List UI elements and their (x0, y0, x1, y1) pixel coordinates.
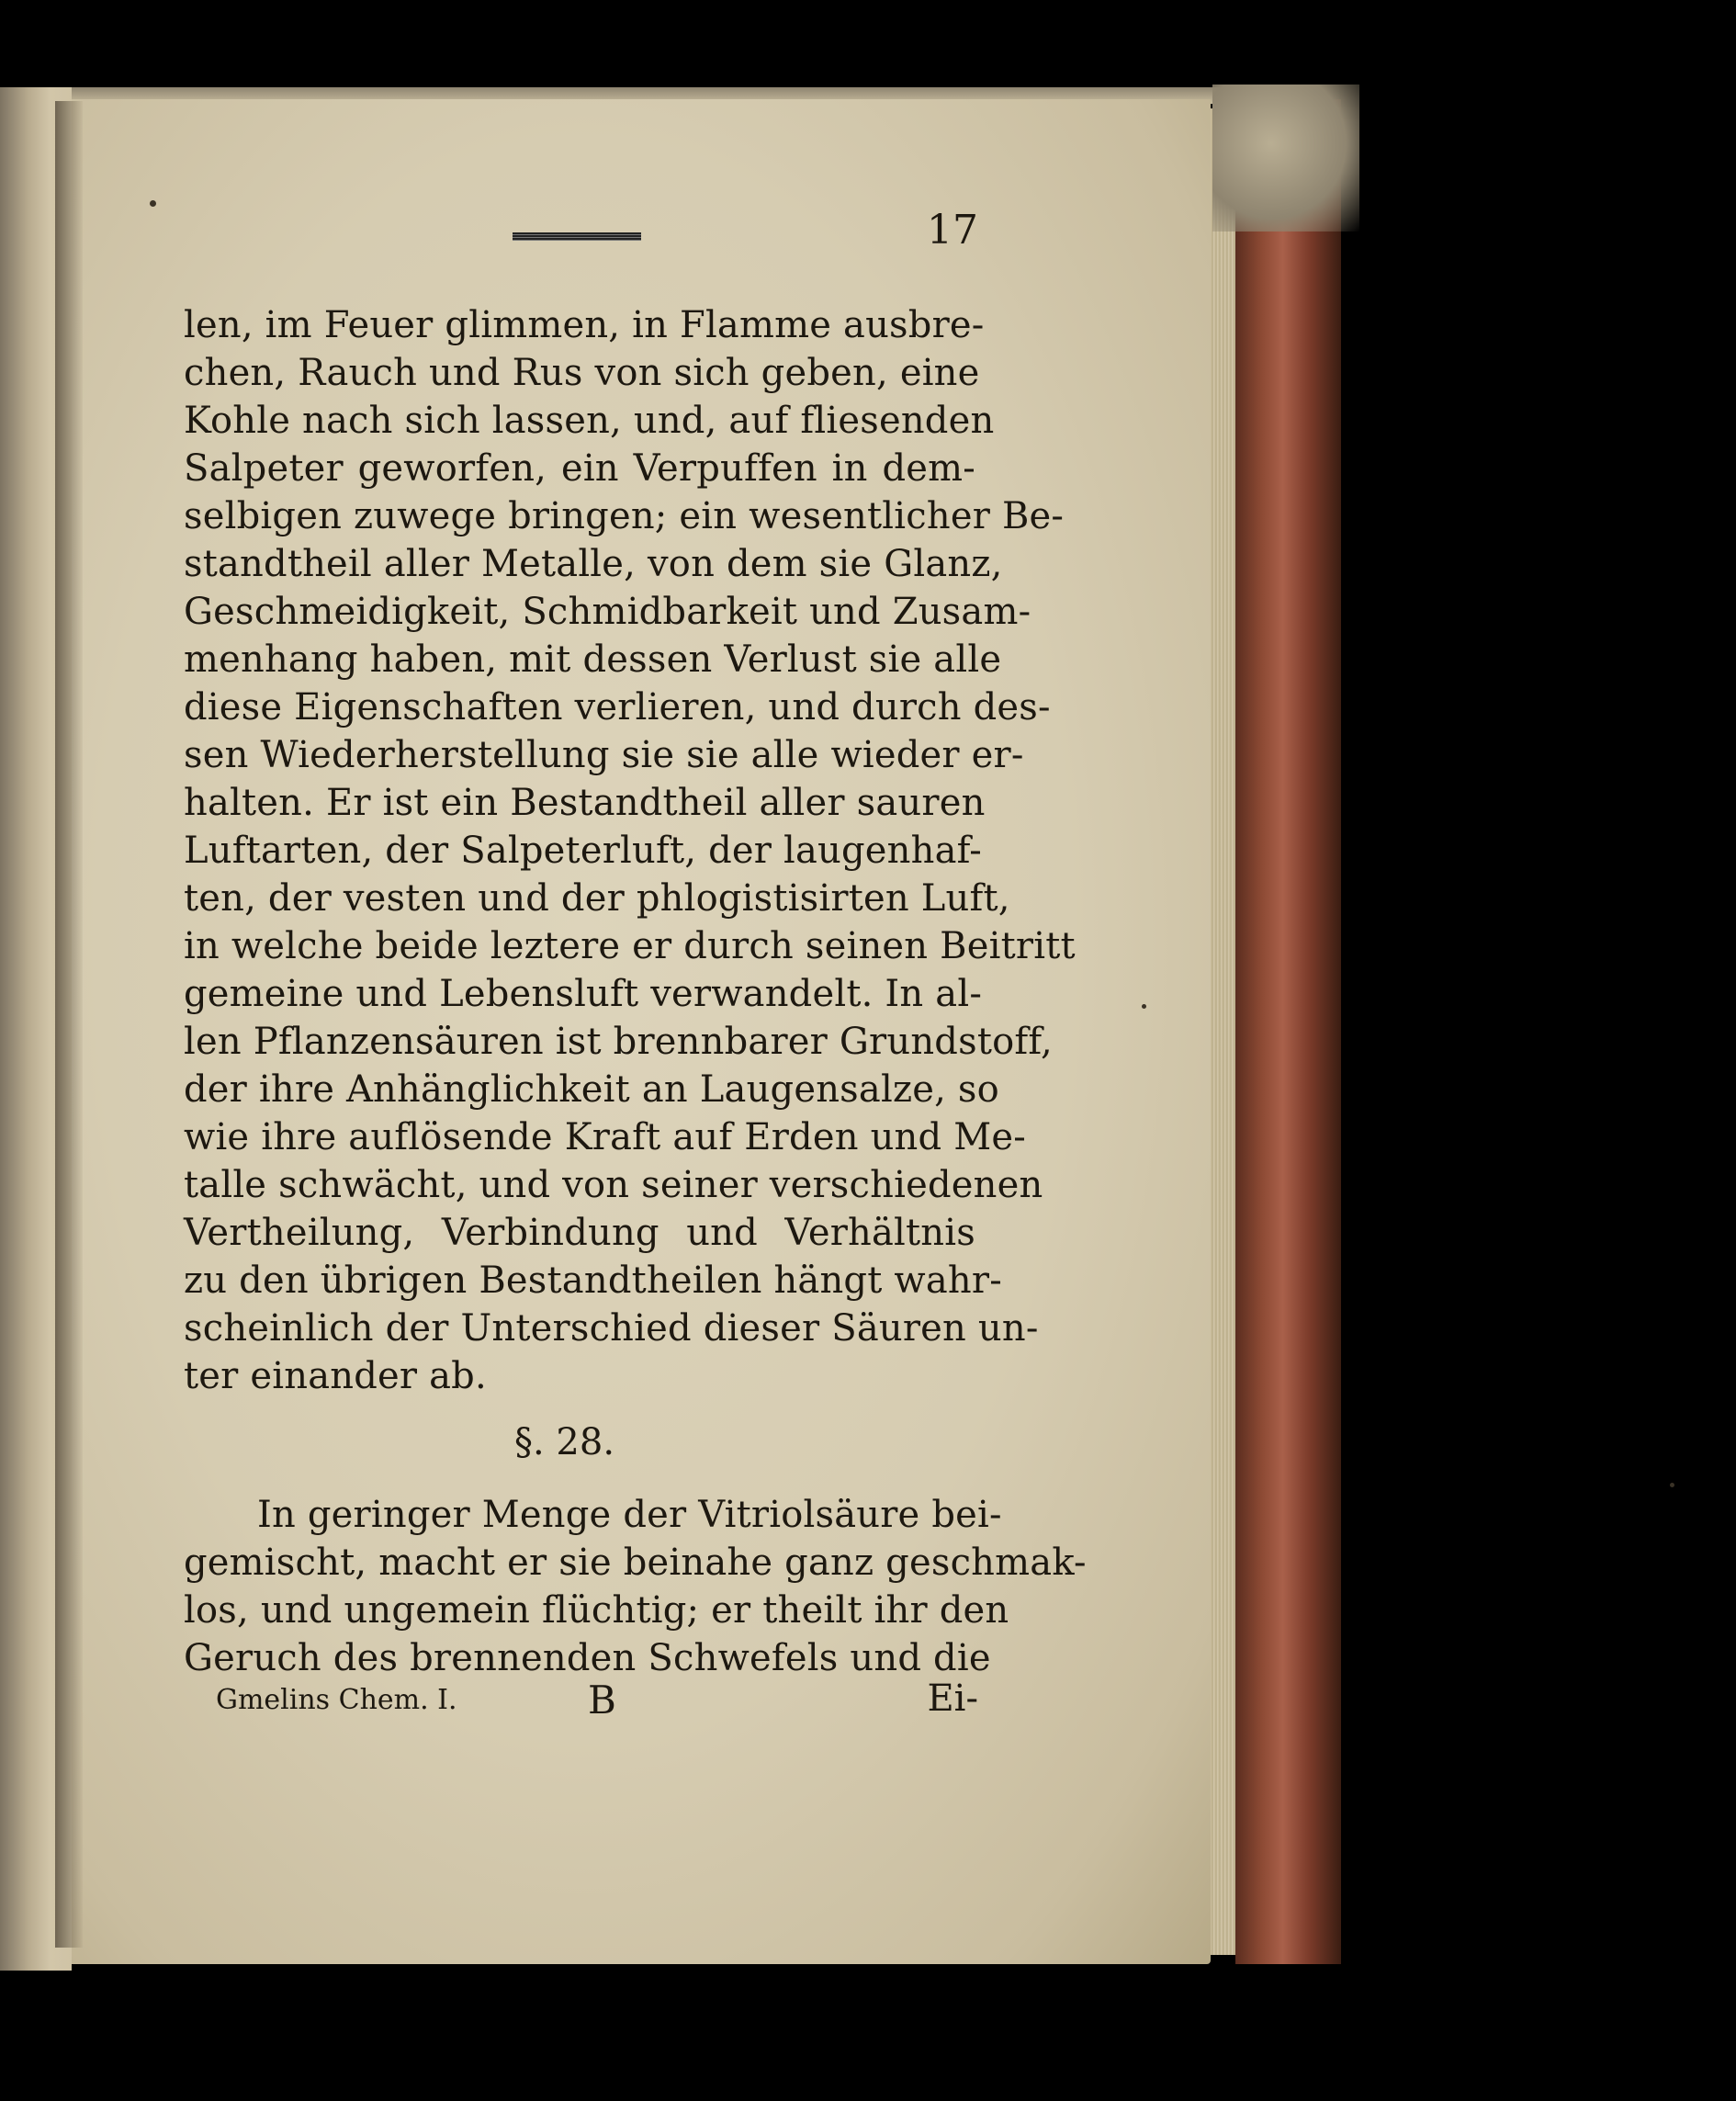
text-line: chen, Rauch und Rus von sich geben, eine (184, 352, 980, 394)
text-line: In geringer Menge der Vitriolsäure bei- (257, 1494, 1002, 1536)
text-line: len, im Feuer glimmen, in Flamme ausbre- (184, 304, 985, 346)
text-line: halten. Er ist ein Bestandtheil aller sauren (184, 782, 986, 824)
worn-cover-corner (1212, 85, 1359, 232)
text-line: diese Eigenschaften verlieren, und durch des- (184, 686, 1051, 729)
text-line: selbigen zuwege bringen; ein wesentlicher Be- (184, 495, 1065, 537)
gutter-shadow (55, 101, 83, 1948)
text-line: Geruch des brennenden Schwefels und die (184, 1637, 991, 1679)
text-line: los, und ungemein flüchtig; er theilt ihr den (184, 1589, 1009, 1632)
header-rule (513, 232, 641, 241)
text-line: talle schwächt, und von seiner verschiedenen (184, 1164, 1043, 1206)
section-heading: §. 28. (514, 1421, 615, 1463)
text-line: in welche beide leztere er durch seinen Beitritt (184, 925, 1076, 967)
text-line: scheinlich der Unterschied dieser Säuren un- (184, 1307, 1039, 1350)
text-line: ten, der vesten und der phlogistisirten Luft, (184, 877, 1010, 920)
text-line: len Pflanzensäuren ist brennbarer Grundstoff, (184, 1021, 1053, 1063)
book-cover-edge (1235, 99, 1341, 1964)
signature-mark: B (588, 1677, 616, 1723)
dust-speck (1670, 1483, 1674, 1487)
running-title: Gmelins Chem. I. (216, 1684, 457, 1716)
text-line: zu den übrigen Bestandtheilen hängt wahr- (184, 1259, 1002, 1302)
text-line: ter einander ab. (184, 1355, 487, 1397)
page-number: 17 (927, 207, 978, 254)
text-line: menhang haben, mit dessen Verlust sie alle (184, 638, 1002, 681)
text-line: sen Wiederherstellung sie sie alle wieder er- (184, 734, 1024, 776)
paper-speck (150, 200, 156, 207)
text-line: wie ihre auflösende Kraft auf Erden und Me- (184, 1116, 1026, 1158)
paper-speck (1142, 1004, 1146, 1009)
text-line: standtheil aller Metalle, von dem sie Glanz, (184, 543, 1003, 585)
text-line: Salpeter geworfen, ein Verpuffen in dem- (184, 447, 975, 490)
text-line: der ihre Anhänglichkeit an Laugensalze, so (184, 1068, 999, 1111)
text-line: Geschmeidigkeit, Schmidbarkeit und Zusam- (184, 591, 1031, 633)
text-line: gemeine und Lebensluft verwandelt. In al- (184, 973, 983, 1015)
text-line: gemischt, macht er sie beinahe ganz geschmak- (184, 1542, 1087, 1584)
catchword: Ei- (927, 1677, 978, 1720)
text-line: Vertheilung, Verbindung und Verhältnis (184, 1212, 975, 1254)
text-line: Kohle nach sich lassen, und, auf fliesenden (184, 400, 995, 442)
text-line: Luftarten, der Salpeterluft, der laugenhaf- (184, 830, 982, 872)
